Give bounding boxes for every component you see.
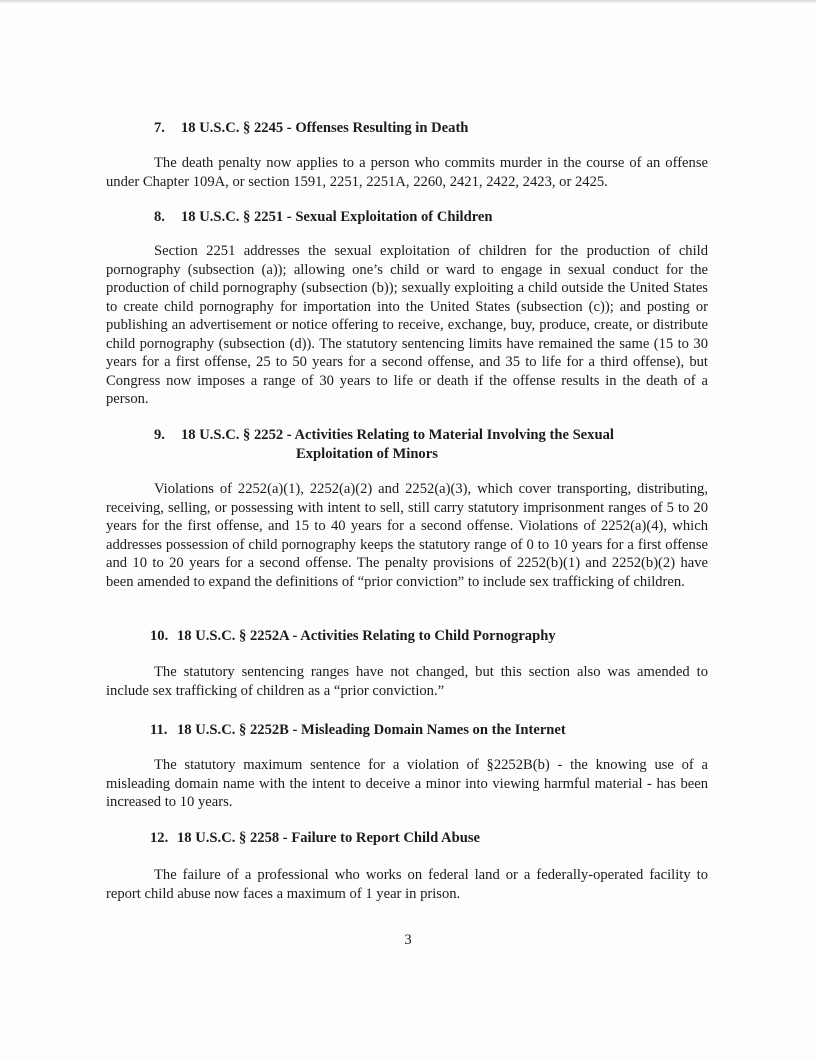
section-11-body (106, 756, 708, 812)
section-number: 9. (154, 427, 165, 443)
scan-edge (0, 0, 816, 4)
section-body: The failure of a professional who works on federal land or a federally-operated facility to report child abuse now faces a maximum of 1 year in prison. (106, 867, 708, 902)
section-title: 18 U.S.C. § 2252B - Misleading Domain Names on the Internet (177, 722, 566, 738)
section-heading (150, 626, 710, 646)
section-11 (150, 720, 710, 740)
section-body: Violations of 2252(a)(1), 2252(a)(2) and 2252(a)(3), which cover transporting, distributing, receiving, selling, or possessing with intent to sell, still carry statutory imprisonment ranges of 5 to 20 years for the first offense, and 15 to 40 years for a second offense. Violations of 2252(a)(4), which addresses possession of child pornography keeps the statutory range of 0 to 10 years for a first offense and 10 to 20 years for a second offense. The penalty provisions of 2252(b)(1) and 2252(b)(2) have been amended to expand the definitions of “prior conviction” to include sex trafficking of children. (106, 481, 708, 590)
section-9-title-line2 (296, 444, 596, 464)
section-title: 18 U.S.C. § 2251 - Sexual Exploitation of Children (181, 209, 493, 225)
section-heading (154, 207, 714, 227)
section-8 (154, 207, 714, 227)
section-9 (154, 425, 714, 445)
section-12 (150, 828, 710, 848)
section-7-body (106, 154, 708, 191)
section-number: 11. (150, 722, 168, 738)
section-body: Section 2251 addresses the sexual exploitation of children for the production of child pornography (subsection (a)); allowing one’s child or ward to engage in sexual conduct for the production of child pornography (subsection (b)); sexually exploiting a child outside the United States to create child pornography for importation into the United States (subsection (c)); and posting or publishing an advertisement or notice offering to receive, exchange, buy, produce, create, or distribute child pornography (subsection (d)). The statutory sentencing limits have remained the same (15 to 30 years for a first offense, 25 to 50 years for a second offense, and 35 to life for a third offense), but Congress now imposes a range of 30 years to life or death if the offense results in the death of a person. (106, 243, 708, 407)
section-heading (150, 720, 710, 740)
section-title: 18 U.S.C. § 2245 - Offenses Resulting in Death (181, 120, 469, 136)
section-10-body (106, 663, 708, 700)
section-8-body (106, 242, 708, 409)
section-title: 18 U.S.C. § 2252A - Activities Relating to Child Pornography (177, 628, 556, 644)
section-body: The death penalty now applies to a person who commits murder in the course of an offense under Chapter 109A, or section 1591, 2251, 2251A, 2260, 2421, 2422, 2423, or 2425. (106, 155, 708, 190)
section-title: 18 U.S.C. § 2258 - Failure to Report Child Abuse (177, 830, 480, 846)
section-heading (154, 425, 714, 445)
section-9-body (106, 480, 708, 591)
section-10 (150, 626, 710, 646)
section-body: The statutory sentencing ranges have not changed, but this section also was amended to include sex trafficking of children as a “prior conviction.” (106, 664, 708, 699)
section-heading (150, 828, 710, 848)
section-number: 7. (154, 120, 165, 136)
section-title: 18 U.S.C. § 2252 - Activities Relating to Material Involving the Sexual (181, 427, 614, 443)
section-number: 12. (150, 830, 169, 846)
section-title-continued: Exploitation of Minors (296, 446, 438, 462)
section-12-body (106, 866, 708, 903)
section-number: 10. (150, 628, 169, 644)
section-number: 8. (154, 209, 165, 225)
page-number: 3 (404, 932, 412, 948)
section-body: The statutory maximum sentence for a violation of §2252B(b) - the knowing use of a misleading domain name with the intent to deceive a minor into viewing harmful material - has been increased to 10 years. (106, 757, 708, 810)
section-heading (154, 118, 714, 138)
section-7 (154, 118, 714, 138)
